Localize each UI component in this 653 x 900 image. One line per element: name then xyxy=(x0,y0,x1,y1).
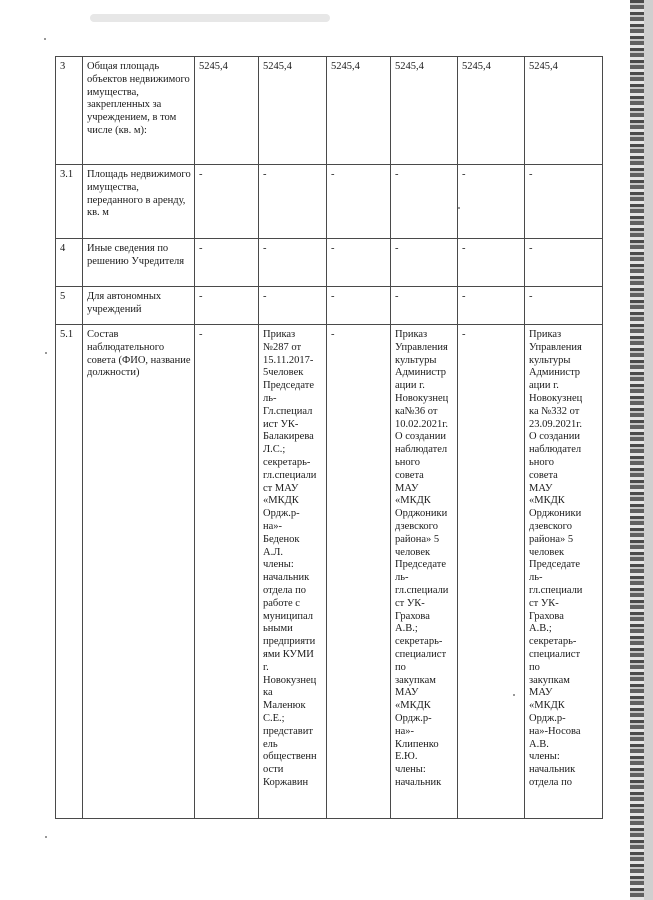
table-cell: - xyxy=(327,239,391,287)
scan-speck xyxy=(45,352,47,354)
table-row xyxy=(56,287,603,325)
scan-edge-margin xyxy=(644,0,653,900)
table-cell: - xyxy=(195,239,259,287)
table-cell: - xyxy=(391,287,458,325)
table-cell: 5245,4 xyxy=(458,57,525,165)
table-cell: - xyxy=(525,287,603,325)
data-table xyxy=(55,56,603,819)
table-cell: Приказ Управления культуры Администр ации г. Новокузнец ка№36 от 10.02.2021г. О создании наблюдател ьного совета МАУ «МКДК Орджоники дзевского района» 5 человек Председате ль- гл.специали ст УК- Грахова А.В.; секретарь- специалист по закупкам МАУ «МКДК Ордж.р- на»- Клипенко Е.Ю. члены: начальник xyxy=(391,325,458,819)
table-cell: - xyxy=(391,239,458,287)
table-cell: 5245,4 xyxy=(259,57,327,165)
table-cell: - xyxy=(327,325,391,819)
table-cell: - xyxy=(458,165,525,239)
table-cell: Приказ №287 от 15.11.2017- 5человек Председате ль- Гл.специал ист УК- Балакирева Л.С.; секретарь- гл.специали ст МАУ «МКДК Ордж.р- на»- Беденок А.Л. члены: начальник отдела по работе с муниципал ьными предприяти ями КУМИ г. Новокузнец ка Маленюк С.Е.; представит ель общественн ости Коржавин xyxy=(259,325,327,819)
table-cell: - xyxy=(458,239,525,287)
scan-speck xyxy=(44,38,46,40)
table-cell: - xyxy=(458,325,525,819)
table-cell: - xyxy=(259,239,327,287)
table-cell: - xyxy=(327,287,391,325)
table-cell: - xyxy=(391,165,458,239)
table-cell: - xyxy=(259,165,327,239)
table-cell: 5245,4 xyxy=(391,57,458,165)
table-cell: - xyxy=(195,325,259,819)
row-number: 4 xyxy=(56,239,83,287)
scan-speck xyxy=(45,836,47,838)
table-cell: Приказ Управления культуры Администр ации г. Новокузнец ка №332 от 23.09.2021г. О создании наблюдател ьного совета МАУ «МКДК Орджоники дзевского района» 5 человек Председате ль- гл.специали ст УК- Грахова А.В.; секретарь- специалист по закупкам МАУ «МКДК Ордж.р- на»-Носова А.В. члены: начальник отдела по xyxy=(525,325,603,819)
table-cell: - xyxy=(525,165,603,239)
table-row xyxy=(56,239,603,287)
row-label: Площадь недвижимого имущества, переданного в аренду, кв. м xyxy=(83,165,195,239)
table-cell: - xyxy=(525,239,603,287)
scan-smudge xyxy=(90,14,330,22)
table-row xyxy=(56,57,603,165)
row-number: 3 xyxy=(56,57,83,165)
table-cell: - xyxy=(259,287,327,325)
row-label: Для автономных учреждений xyxy=(83,287,195,325)
table-cell: - xyxy=(327,165,391,239)
table-row xyxy=(56,325,603,819)
table-row xyxy=(56,165,603,239)
scan-edge-shadow xyxy=(630,0,644,900)
row-label: Иные сведения по решению Учредителя xyxy=(83,239,195,287)
table-cell: - xyxy=(195,287,259,325)
table-cell: 5245,4 xyxy=(327,57,391,165)
table-cell: - xyxy=(195,165,259,239)
row-number: 3.1 xyxy=(56,165,83,239)
row-label: Общая площадь объектов недвижимого имущества, закрепленных за учреждением, в том числе (кв. м): xyxy=(83,57,195,165)
row-number: 5 xyxy=(56,287,83,325)
table-cell: - xyxy=(458,287,525,325)
table-cell: 5245,4 xyxy=(195,57,259,165)
table-cell: 5245,4 xyxy=(525,57,603,165)
row-number: 5.1 xyxy=(56,325,83,819)
row-label: Состав наблюдательного совета (ФИО, название должности) xyxy=(83,325,195,819)
